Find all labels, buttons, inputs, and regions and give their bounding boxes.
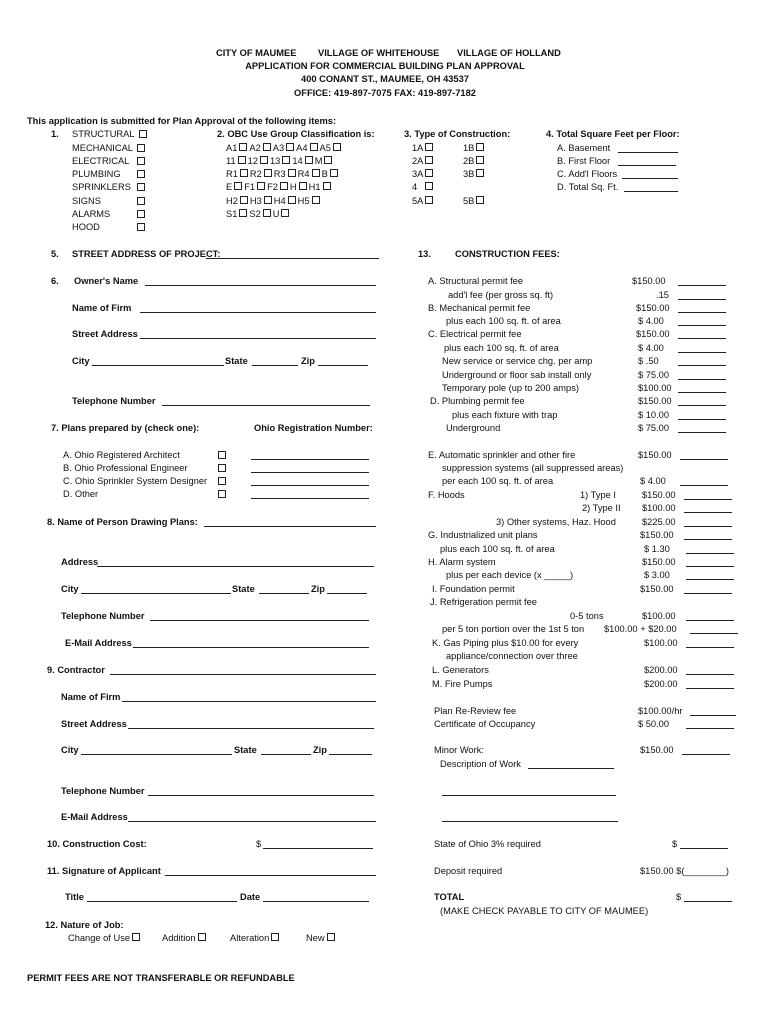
s2-title: 2. OBC Use Group Classification is: [217,129,375,139]
work-desc-label: Description of Work [440,759,521,769]
fee-field[interactable] [678,383,726,393]
fee-m-label: M. Fire Pumps [432,679,493,689]
s7-reg-label: Ohio Registration Number: [254,423,373,433]
s3-type: 3A [412,169,435,180]
contractor-street-field[interactable] [128,719,374,729]
s9-title: 9. Contractor [47,665,105,675]
intro-text: This application is submitted for Plan Approval of the following items: [27,116,337,126]
s2-row: H2 H3 H4 H5 [226,196,322,207]
s3-type: 2A [412,156,435,167]
header-village-holland: VILLAGE OF HOLLAND [457,48,561,58]
fee-field[interactable] [678,410,726,420]
fee-amount: $ 75.00 [638,370,670,380]
s1-item: PLUMBING [72,169,121,179]
contractor-phone-label: Telephone Number [61,786,145,796]
fee-label: Underground [446,423,501,433]
s3-title: 3. Type of Construction: [404,129,511,139]
construction-checkbox[interactable] [425,169,433,177]
s8-title: 8. Name of Person Drawing Plans: [47,517,198,527]
construction-checkbox[interactable] [476,143,484,151]
total-label: TOTAL [434,892,465,902]
use-group-checkbox[interactable] [234,182,242,190]
owner-phone-field[interactable] [162,396,370,406]
contractor-firm-label: Name of Firm [61,692,121,702]
s1-checkbox[interactable] [137,183,145,191]
rereview-field[interactable] [690,706,736,716]
refrigeration-fee-field[interactable] [686,611,734,621]
s2-row: R1 R2 R3 R4 B [226,169,340,180]
reg-number-field[interactable] [251,463,369,473]
rereview-amount: $100.00/hr [638,706,683,716]
use-group-checkbox[interactable] [239,143,247,151]
project-address-field[interactable] [206,249,379,259]
s1-item: SPRINKLERS [72,182,131,192]
use-group-checkbox[interactable] [330,169,338,177]
fee-m-amount: $200.00 [644,679,678,689]
header-village-whitehouse: VILLAGE OF WHITEHOUSE [318,48,440,58]
owner-phone-label: Telephone Number [72,396,156,406]
s4-item: C. Add'l Floors [557,169,618,179]
s11-title: 11. Signature of Applicant [47,866,161,876]
contractor-state-label: State [234,745,257,755]
drawer-address-field[interactable] [97,557,374,567]
job-option: New [306,933,337,944]
use-group-checkbox[interactable] [257,182,265,190]
fee-l-amount: $200.00 [644,665,678,675]
s1-checkbox[interactable] [137,144,145,152]
contractor-zip-field[interactable] [329,745,372,755]
s7-item: B. Ohio Professional Engineer [63,463,188,473]
fee-field[interactable] [678,356,726,366]
signature-field[interactable] [165,866,376,876]
use-group-checkbox[interactable] [282,156,290,164]
s1-checkbox[interactable] [139,130,147,138]
s4-title: 4. Total Square Feet per Floor: [546,129,680,139]
use-group-checkbox[interactable] [240,169,248,177]
s13-num: 13. [418,249,431,259]
s1-num: 1. [51,129,59,139]
s6-num: 6. [51,276,59,286]
header-city-maumee: CITY OF MAUMEE [216,48,297,58]
use-group-checkbox[interactable] [305,156,313,164]
drawer-state-label: State [232,584,255,594]
owner-zip-field[interactable] [318,356,368,366]
owner-city-field[interactable] [92,356,224,366]
hood-other-label: 3) Other systems, Haz. Hood [496,517,616,527]
hood-other-amount: $225.00 [642,517,676,527]
use-group-checkbox[interactable] [310,143,318,151]
check-payable-note: (MAKE CHECK PAYABLE TO CITY OF MAUMEE) [440,906,649,916]
fee-field[interactable] [678,316,726,326]
fee-amount: $ .50 [638,356,659,366]
ohio-label: State of Ohio 3% required [434,839,541,849]
use-group-checkbox[interactable] [333,143,341,151]
construction-checkbox[interactable] [476,169,484,177]
s3-type: 1B [463,143,486,154]
change-of-use-checkbox[interactable] [132,933,140,941]
s3-type: 1A [412,143,435,154]
use-group-checkbox[interactable] [286,143,294,151]
fee-j2-label: per 5 ton portion over the 1st 5 ton [442,624,585,634]
use-group-checkbox[interactable] [263,143,271,151]
fee-g-amount: $150.00 [640,530,674,540]
construction-cost-field[interactable] [263,839,373,849]
use-group-checkbox[interactable] [312,169,320,177]
drawer-phone-field[interactable] [150,611,369,621]
generators-fee-field[interactable] [686,665,734,675]
owner-city-label: City [72,356,90,366]
use-group-checkbox[interactable] [280,182,288,190]
gas-piping-fee-field[interactable] [686,638,734,648]
hood-other-field[interactable] [684,517,732,527]
fee-field[interactable] [678,329,726,339]
use-group-checkbox[interactable] [239,209,247,217]
reg-number-field[interactable] [251,476,369,486]
fee-label: B. Mechanical permit fee [428,303,531,313]
contractor-field[interactable] [110,665,376,675]
fee-label: plus each 100 sq. ft. of area [446,316,561,326]
fee-h-amount: $150.00 [642,557,676,567]
s1-checkbox[interactable] [137,170,145,178]
s13-title: CONSTRUCTION FEES: [455,249,560,259]
refrigeration-extra-field[interactable] [690,624,738,634]
occupancy-label: Certificate of Occupancy [434,719,536,729]
occupancy-field[interactable] [686,719,734,729]
sprinkler-fee-field[interactable] [680,450,728,460]
minor-work-label: Minor Work: [434,745,484,755]
minor-work-field[interactable] [682,745,730,755]
fee-k-label: K. Gas Piping plus $10.00 for every [432,638,579,648]
s1-item: ALARMS [72,209,111,219]
fee-amount: $ 4.00 [638,316,664,326]
fee-label: D. Plumbing permit fee [430,396,525,406]
fee-field[interactable] [678,276,726,286]
hood-type2-amount: $100.00 [642,503,676,513]
deposit-amount: $150.00 $(________) [640,866,729,876]
alarm-device-field[interactable] [686,570,734,580]
engineer-checkbox[interactable] [218,464,226,472]
s7-item: C. Ohio Sprinkler System Designer [63,476,208,486]
s1-item: MECHANICAL [72,143,133,153]
basement-field[interactable] [618,143,678,153]
owner-street-field[interactable] [140,329,376,339]
fee-i-amount: $150.00 [640,584,674,594]
fee-h-label: H. Alarm system [428,557,496,567]
total-field[interactable] [684,892,732,902]
other-checkbox[interactable] [218,490,226,498]
fee-label: plus each fixture with trap [452,410,558,420]
contractor-city-label: City [61,745,79,755]
work-desc-line[interactable] [442,812,618,822]
job-option: Addition [162,933,208,944]
contractor-state-field[interactable] [261,745,311,755]
fee-e-amount3: $ 4.00 [640,476,666,486]
use-group-checkbox[interactable] [240,196,248,204]
fee-h-amount2: $ 3.00 [644,570,670,580]
date-field[interactable] [263,892,369,902]
minor-work-amount: $150.00 [640,745,674,755]
fee-amount: $150.00 [638,396,672,406]
total-dollar: $ [676,892,682,902]
fee-e-label2: suppression systems (all suppressed areas) [442,463,624,473]
drawer-phone-label: Telephone Number [61,611,145,621]
s7-item: D. Other [63,489,99,499]
fee-f-label: F. Hoods [428,490,465,500]
fee-field[interactable] [678,343,726,353]
rereview-label: Plan Re-Review fee [434,706,517,716]
construction-checkbox[interactable] [425,196,433,204]
use-group-checkbox[interactable] [281,209,289,217]
fee-field[interactable] [678,423,726,433]
s12-title: 12. Nature of Job: [45,920,124,930]
fee-e-amount: $150.00 [638,450,672,460]
s3-type: 2B [463,156,486,167]
s7-item: A. Ohio Registered Architect [63,450,180,460]
s5-num: 5. [51,249,59,259]
owner-firm-label: Name of Firm [72,303,132,313]
fee-h-label2: plus per each device (x _____) [446,570,574,580]
ohio-dollar: $ [672,839,678,849]
s2-row: S1 S2 U [226,209,291,220]
construction-checkbox[interactable] [425,156,433,164]
deposit-label: Deposit required [434,866,503,876]
s7-title: 7. Plans prepared by (check one): [51,423,200,433]
fee-field[interactable] [678,370,726,380]
construction-checkbox[interactable] [476,156,484,164]
fee-amount: $ 75.00 [638,423,670,433]
sprinkler-designer-checkbox[interactable] [218,477,226,485]
contractor-street-label: Street Address [61,719,127,729]
use-group-checkbox[interactable] [263,209,271,217]
use-group-checkbox[interactable] [323,182,331,190]
reg-number-field[interactable] [251,450,369,460]
use-group-checkbox[interactable] [264,196,272,204]
date-label: Date [240,892,261,902]
ohio-fee-field[interactable] [680,839,728,849]
s1-checkbox[interactable] [137,197,145,205]
alteration-checkbox[interactable] [271,933,279,941]
sprinkler-area-fee-field[interactable] [680,476,728,486]
hood-type1-label: 1) Type I [580,490,617,500]
fee-g-label2: plus each 100 sq. ft. of area [440,544,555,554]
fee-amount: .15 [656,290,669,300]
fee-label: add'l fee (per gross sq. ft) [448,290,554,300]
fee-k-amount: $100.00 [644,638,678,648]
s5-label: STREET ADDRESS OF PROJECT: [72,249,221,259]
header-title: APPLICATION FOR COMMERCIAL BUILDING PLAN APPROVAL [245,61,525,71]
hood-type1-amount: $150.00 [642,490,676,500]
drawer-zip-field[interactable] [327,584,367,594]
owner-name-field[interactable] [145,276,376,286]
drawer-address-label: Address [61,557,99,567]
owner-state-field[interactable] [252,356,298,366]
footer-notice: PERMIT FEES ARE NOT TRANSFERABLE OR REFUNDABLE [27,973,295,983]
drawer-city-label: City [61,584,79,594]
header-phone: OFFICE: 419-897-7075 FAX: 419-897-7182 [294,88,476,98]
owner-street-label: Street Address [72,329,138,339]
work-desc-line[interactable] [442,786,616,796]
fee-label: Temporary pole (up to 200 amps) [442,383,579,393]
fee-amount: $150.00 [636,303,670,313]
fee-j2-amount: $100.00 + $20.00 [604,624,677,634]
fee-field[interactable] [678,396,726,406]
use-group-checkbox[interactable] [238,156,246,164]
s3-type: 3B [463,169,486,180]
use-group-checkbox[interactable] [288,169,296,177]
contractor-email-label: E-Mail Address [61,812,128,822]
fee-label: New service or service chg. per amp [442,356,593,366]
contractor-zip-label: Zip [313,745,327,755]
s1-item: SIGNS [72,196,101,206]
first-floor-field[interactable] [618,156,676,166]
contractor-phone-field[interactable] [148,786,374,796]
s1-checkbox[interactable] [137,210,145,218]
job-option: Alteration [230,933,281,944]
owner-zip-label: Zip [301,356,315,366]
fee-l-label: L. Generators [432,665,489,675]
fee-label: plus each 100 sq. ft. of area [444,343,559,353]
s2-row: E F1 F2 H H1 [226,182,333,193]
s1-item: STRUCTURAL [72,129,135,139]
use-group-checkbox[interactable] [299,182,307,190]
fee-amount: $ 10.00 [638,410,670,420]
fee-e-label: E. Automatic sprinkler and other fire [428,450,576,460]
fee-e-label3: per each 100 sq. ft. of area [442,476,554,486]
s3-type: 5A [412,196,435,207]
work-desc-field[interactable] [528,759,614,769]
owner-name-label: Owner's Name [74,276,139,286]
construction-checkbox[interactable] [425,143,433,151]
s2-row: A1 A2 A3 A4 A5 [226,143,343,154]
title-label: Title [65,892,84,902]
addition-checkbox[interactable] [198,933,206,941]
s3-type: 4 [412,182,435,193]
architect-checkbox[interactable] [218,451,226,459]
job-option: Change of Use [68,933,142,944]
fee-field[interactable] [678,303,726,313]
total-sqft-field[interactable] [624,182,678,192]
s10-title: 10. Construction Cost: [47,839,147,849]
construction-checkbox[interactable] [476,196,484,204]
reg-number-field[interactable] [251,489,369,499]
drawer-zip-label: Zip [311,584,325,594]
s4-item: B. First Floor [557,156,611,166]
contractor-firm-field[interactable] [122,692,376,702]
use-group-checkbox[interactable] [260,156,268,164]
drawer-name-field[interactable] [204,517,376,527]
s4-item: D. Total Sq. Ft. [557,182,619,192]
fee-amount: $100.00 [638,383,672,393]
hood-type2-field[interactable] [684,503,732,513]
drawer-email-field[interactable] [133,638,369,648]
fee-k-label2: appliance/connection over three [446,651,578,661]
s2-row: 11 12 13 14 M [226,156,334,167]
contractor-email-field[interactable] [128,812,376,822]
fee-label: A. Structural permit fee [428,276,524,286]
title-field[interactable] [87,892,237,902]
occupancy-amount: $ 50.00 [638,719,670,729]
drawer-city-field[interactable] [81,584,231,594]
header-address: 400 CONANT ST., MAUMEE, OH 43537 [301,74,469,84]
foundation-fee-field[interactable] [684,584,732,594]
fee-j-label: J. Refrigeration permit fee [430,597,537,607]
fee-amount: $150.00 [632,276,666,286]
contractor-city-field[interactable] [81,745,232,755]
new-checkbox[interactable] [327,933,335,941]
owner-state-label: State [225,356,248,366]
fee-j1-label: 0-5 tons [570,611,604,621]
s3-type: 5B [463,196,486,207]
s1-checkbox[interactable] [137,157,145,165]
s4-item: A. Basement [557,143,611,153]
hood-type1-field[interactable] [684,490,732,500]
construction-checkbox[interactable] [425,182,433,190]
drawer-state-field[interactable] [259,584,309,594]
fee-label: C. Electrical permit fee [428,329,522,339]
use-group-checkbox[interactable] [324,156,332,164]
fee-g-label: G. Industrialized unit plans [428,530,538,540]
fee-j1-amount: $100.00 [642,611,676,621]
fire-pumps-fee-field[interactable] [686,679,734,689]
fee-label: Underground or floor sab install only [442,370,592,380]
fee-i-label: I. Foundation permit [432,584,515,594]
addl-floors-field[interactable] [622,169,678,179]
use-group-checkbox[interactable] [312,196,320,204]
industrialized-area-field[interactable] [686,544,734,554]
fee-field[interactable] [678,290,726,300]
alarm-fee-field[interactable] [686,557,734,567]
fee-g-amount2: $ 1.30 [644,544,670,554]
use-group-checkbox[interactable] [288,196,296,204]
industrialized-fee-field[interactable] [684,530,732,540]
fee-amount: $150.00 [636,329,670,339]
drawer-email-label: E-Mail Address [65,638,132,648]
s1-item: HOOD [72,222,100,232]
use-group-checkbox[interactable] [264,169,272,177]
s1-item: ELECTRICAL [72,156,130,166]
fee-amount: $ 4.00 [638,343,664,353]
cost-dollar-sign: $ [256,839,262,849]
owner-firm-field[interactable] [140,303,376,313]
hood-type2-label: 2) Type II [582,503,621,513]
s1-checkbox[interactable] [137,223,145,231]
